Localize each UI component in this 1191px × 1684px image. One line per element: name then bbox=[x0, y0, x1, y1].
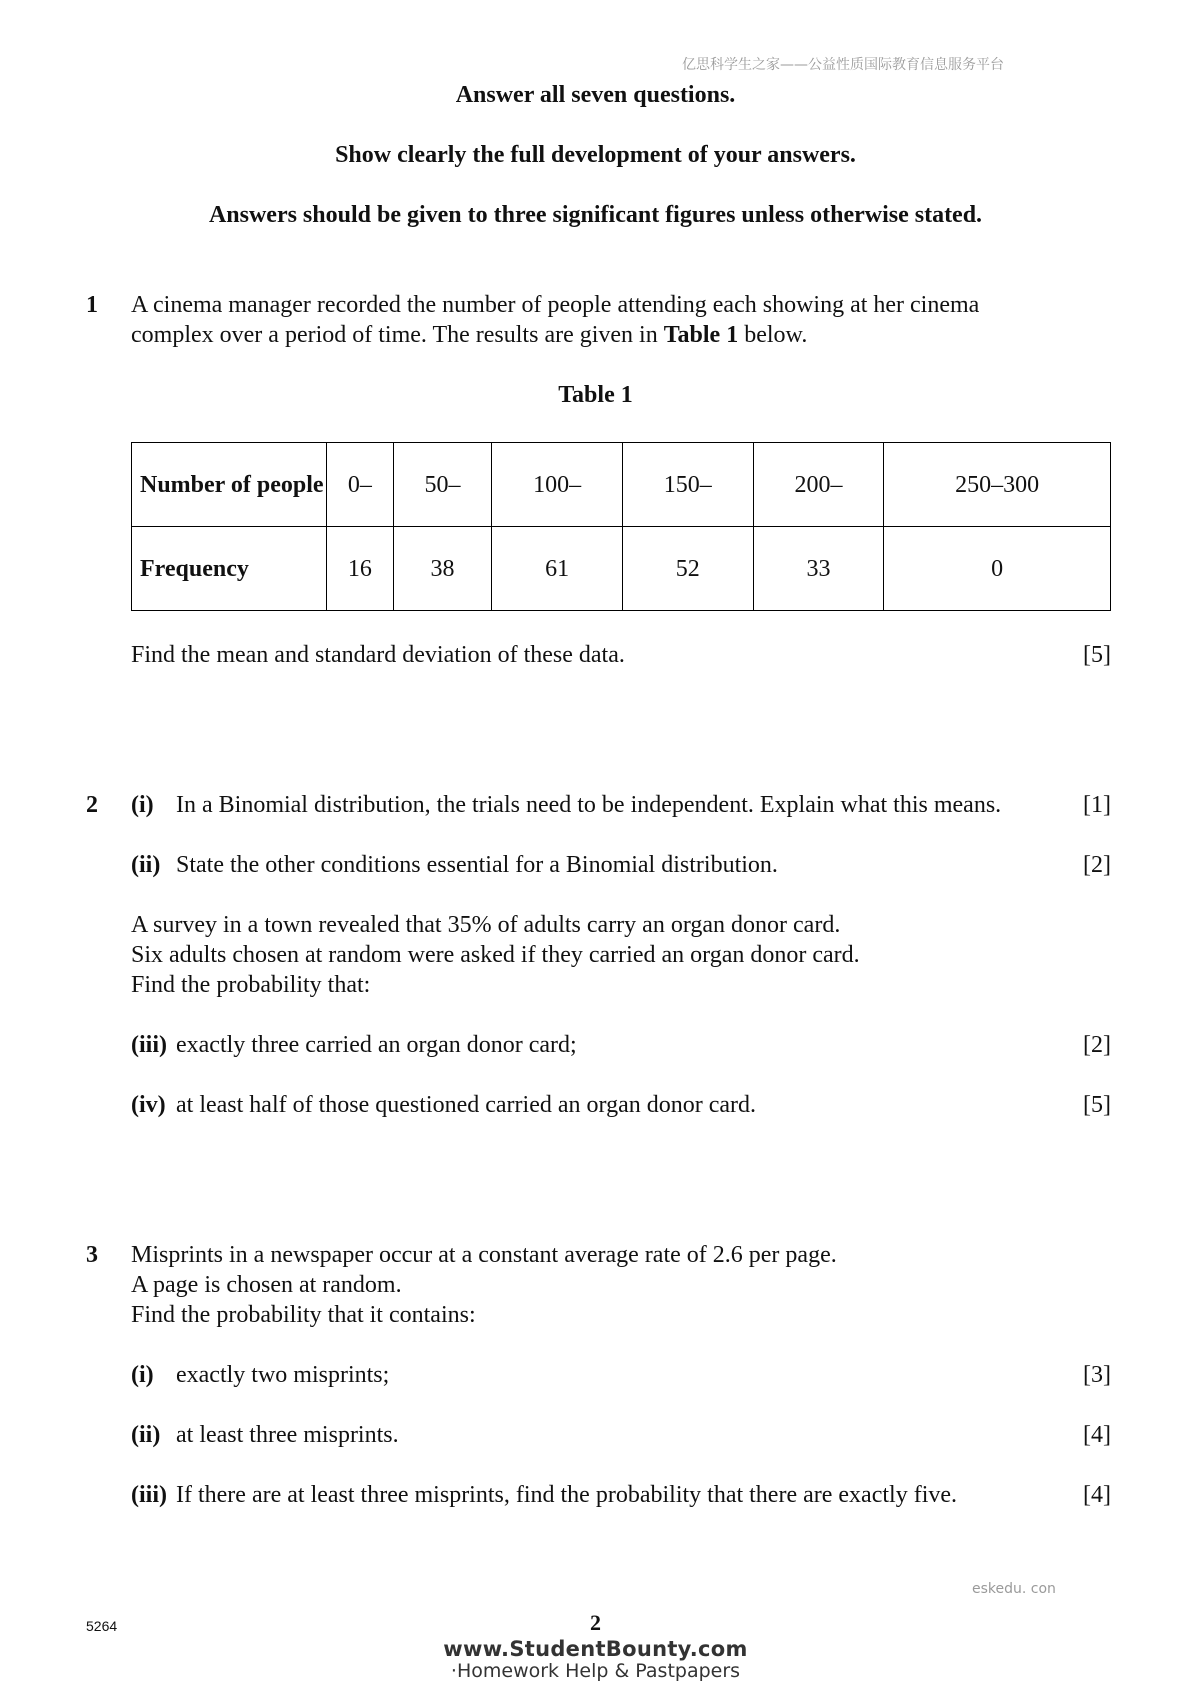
question-3-part-text: If there are at least three misprints, find the probability that there are exactly five. bbox=[176, 1482, 958, 1508]
question-1-line-1: A cinema manager recorded the number of people attending each showing at her cinema bbox=[131, 292, 980, 318]
question-2-part-label: (i) bbox=[131, 792, 154, 818]
studentbounty-logo-line-1: www.StudentBounty.com bbox=[443, 1637, 748, 1661]
table-cell: 61 bbox=[492, 527, 623, 611]
table-cell: 50– bbox=[393, 443, 492, 527]
question-2-part-label: (iii) bbox=[131, 1032, 167, 1058]
question-3-stem-line: Find the probability that it contains: bbox=[131, 1302, 476, 1328]
question-3-part-marks: [4] bbox=[1083, 1422, 1111, 1448]
question-1-number: 1 bbox=[86, 292, 98, 318]
question-1-marks: [5] bbox=[1083, 642, 1111, 668]
table-cell: 16 bbox=[327, 527, 394, 611]
question-3-part-text: exactly two misprints; bbox=[176, 1362, 390, 1388]
question-2-part-marks: [5] bbox=[1083, 1092, 1111, 1118]
table-cell: 150– bbox=[622, 443, 753, 527]
studentbounty-logo-line-2: ·Homework Help & Pastpapers bbox=[450, 1660, 741, 1682]
question-3-part-marks: [4] bbox=[1083, 1482, 1111, 1508]
question-1-line-2: complex over a period of time. The results are given in Table 1 below. bbox=[131, 322, 808, 348]
question-2-part-text: exactly three carried an organ donor card; bbox=[176, 1032, 577, 1058]
question-2-stem-line: Six adults chosen at random were asked if they carried an organ donor card. bbox=[131, 942, 860, 968]
question-3-part-label: (iii) bbox=[131, 1482, 167, 1508]
question-2-number: 2 bbox=[86, 792, 98, 818]
table-cell: 250–300 bbox=[884, 443, 1111, 527]
watermark-bottom: eskedu. con bbox=[972, 1581, 1056, 1597]
question-3-part-label: (ii) bbox=[131, 1422, 161, 1448]
table-header-cell: Frequency bbox=[132, 527, 327, 611]
page-number: 2 bbox=[590, 1610, 601, 1635]
question-3-part-label: (i) bbox=[131, 1362, 154, 1388]
question-3-stem-line: Misprints in a newspaper occur at a constant average rate of 2.6 per page. bbox=[131, 1242, 837, 1268]
question-2-part-marks: [2] bbox=[1083, 1032, 1111, 1058]
instruction-significant-figures: Answers should be given to three significant figures unless otherwise stated. bbox=[208, 202, 983, 228]
instruction-answer-all: Answer all seven questions. bbox=[455, 82, 736, 108]
table-cell: 0 bbox=[884, 527, 1111, 611]
paper-code: 5264 bbox=[86, 1618, 118, 1634]
table-cell: 100– bbox=[492, 443, 623, 527]
question-2-part-label: (iv) bbox=[131, 1092, 166, 1118]
question-2-part-label: (ii) bbox=[131, 852, 161, 878]
table-cell: 200– bbox=[753, 443, 884, 527]
question-2-part-text: State the other conditions essential for a Binomial distribution. bbox=[176, 852, 778, 878]
question-3-stem-line: A page is chosen at random. bbox=[131, 1272, 402, 1298]
question-2-part-marks: [2] bbox=[1083, 852, 1111, 878]
question-2-part-marks: [1] bbox=[1083, 792, 1111, 818]
question-3-part-text: at least three misprints. bbox=[176, 1422, 399, 1448]
instruction-show-development: Show clearly the full development of your answers. bbox=[335, 142, 856, 168]
question-2-part-text: In a Binomial distribution, the trials need to be independent. Explain what this means. bbox=[176, 792, 1002, 818]
question-1-task: Find the mean and standard deviation of these data. bbox=[131, 642, 625, 668]
table-row bbox=[132, 527, 1111, 611]
table-title: Table 1 bbox=[558, 382, 633, 408]
question-3-part-marks: [3] bbox=[1083, 1362, 1111, 1388]
table-cell: 33 bbox=[753, 527, 884, 611]
table-cell: 52 bbox=[622, 527, 753, 611]
table-header-cell: Number of people bbox=[132, 443, 327, 527]
table-cell: 38 bbox=[393, 527, 492, 611]
frequency-table bbox=[131, 442, 1111, 611]
table-row bbox=[132, 443, 1111, 527]
watermark-top: 亿思科学生之家——公益性质国际教育信息服务平台 bbox=[682, 57, 1004, 73]
table-cell: 0– bbox=[327, 443, 394, 527]
question-3-number: 3 bbox=[86, 1242, 98, 1268]
question-2-stem-line: A survey in a town revealed that 35% of adults carry an organ donor card. bbox=[131, 912, 841, 938]
question-2-stem-line: Find the probability that: bbox=[131, 972, 371, 998]
table-reference: Table 1 bbox=[663, 322, 739, 348]
question-2-part-text: at least half of those questioned carried an organ donor card. bbox=[176, 1092, 757, 1118]
